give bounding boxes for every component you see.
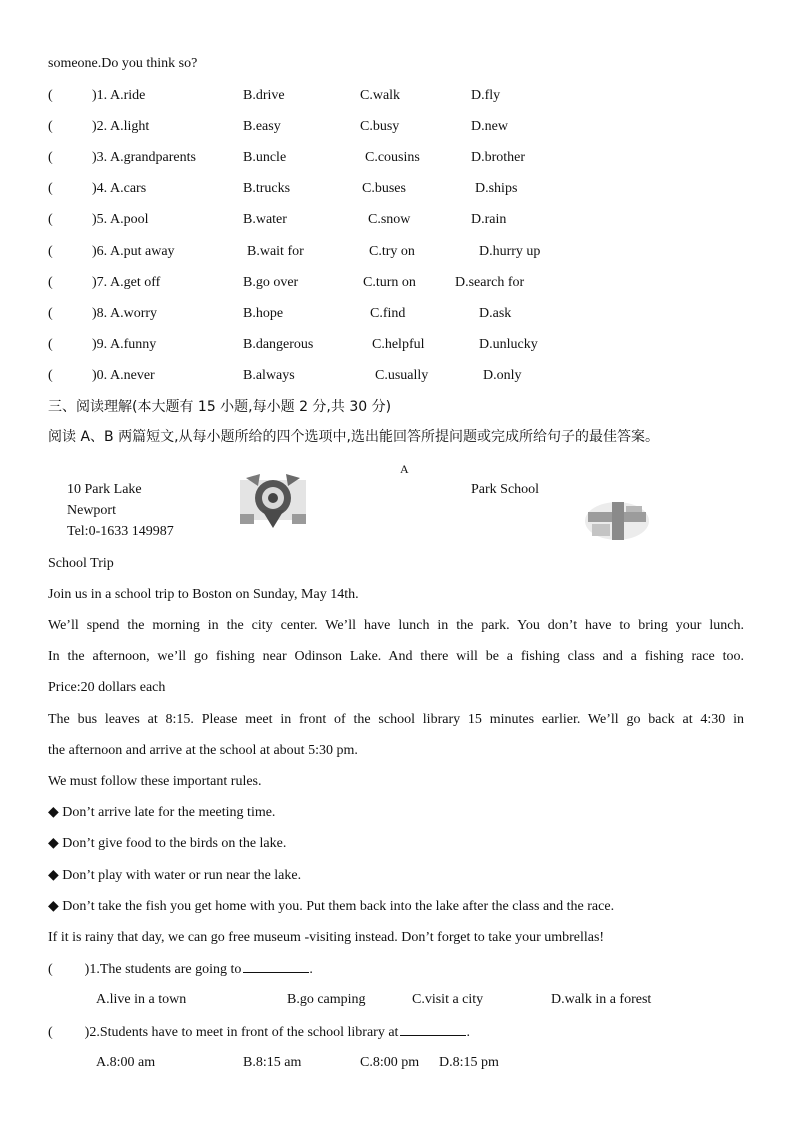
cloze-item-number: )0. [92,368,108,383]
cloze-item-number: )2. [92,119,108,134]
passage-label: A [400,462,409,476]
rules-intro: We must follow these important rules. [48,774,262,789]
cloze-option-a: A.ride [110,88,146,103]
cloze-option-b: B.uncle [243,150,287,165]
cloze-option-c: C.turn on [363,275,416,290]
trip-title: School Trip [48,556,114,571]
cloze-item-number: )8. [92,306,108,321]
cloze-item-number: )5. [92,212,108,227]
cloze-option-c: C.helpful [372,337,425,352]
cloze-option-d: D.fly [471,88,501,103]
answer-blank[interactable] [243,960,309,973]
cloze-paren: ( [48,212,53,227]
cloze-option-b: B.trucks [243,181,291,196]
question-1-option-d: D.walk in a forest [551,992,652,1007]
cloze-paren: ( [48,306,53,321]
cloze-option-d: D.new [471,119,508,134]
rule-item: ◆ Don’t give food to the birds on the lake. [48,836,287,851]
question-1-option-b: B.go camping [287,992,366,1007]
cross-emblem-icon [584,500,650,542]
price-line: Price:20 dollars each [48,680,166,695]
section-heading: 三、阅读理解(本大题有 15 小题,每小题 2 分,共 30 分) [48,399,392,415]
question-2-option-a: A.8:00 am [96,1055,156,1070]
continued-text: someone.Do you think so? [48,56,198,71]
question-2 [48,1023,470,1042]
cloze-option-c: C.usually [375,368,429,383]
question-1-option-a: A.live in a town [96,992,187,1007]
cloze-paren: ( [48,244,53,259]
passage-paragraph-1: Join us in a school trip to Boston on Sunday, May 14th. [48,587,359,602]
passage-paragraph-2-line-2: In the afternoon, we’ll go fishing near Odinson Lake. And there will be a fishing class and a fishing race too. [48,649,744,664]
cloze-paren: ( [48,150,53,165]
question-1-option-c: C.visit a city [412,992,484,1007]
cloze-option-b: B.always [243,368,295,383]
cloze-option-c: C.cousins [365,150,420,165]
cloze-option-b: B.easy [243,119,281,134]
cloze-option-c: C.snow [368,212,411,227]
cloze-option-a: A.pool [110,212,149,227]
cloze-item-number: )9. [92,337,108,352]
cloze-option-a: A.light [110,119,150,134]
cloze-item-number: )7. [92,275,108,290]
cloze-option-b: B.hope [243,306,284,321]
cloze-paren: ( [48,275,53,290]
cloze-option-d: D.search for [455,275,525,290]
cloze-option-a: A.get off [110,275,161,290]
cloze-option-d: D.ask [479,306,512,321]
question-2-option-b: B.8:15 am [243,1055,302,1070]
map-pin-logo-icon [238,472,308,530]
cloze-item-number: )1. [92,88,108,103]
section-instruction: 阅读 A、B 两篇短文,从每小题所给的四个选项中,选出能回答所提问题或完成所给句子的最佳答案。 [48,429,659,445]
question-2-option-c: C.8:00 pm [360,1055,420,1070]
rule-item: ◆ Don’t play with water or run near the lake. [48,868,302,883]
cloze-option-d: D.unlucky [479,337,538,352]
question-paren: ( [48,1025,53,1040]
cloze-option-d: D.ships [475,181,518,196]
question-2-period: . [466,1025,470,1040]
cloze-item-number: )6. [92,244,108,259]
cloze-option-b: B.water [243,212,287,227]
cloze-option-b: B.dangerous [243,337,314,352]
answer-blank[interactable] [400,1023,466,1036]
cloze-option-d: D.brother [471,150,526,165]
rule-item: ◆ Don’t arrive late for the meeting time. [48,805,276,820]
cloze-option-b: B.drive [243,88,285,103]
cloze-paren: ( [48,181,53,196]
school-name: Park School [471,482,540,497]
cloze-option-a: A.cars [110,181,147,196]
cloze-option-b: B.wait for [247,244,304,259]
cloze-item-number: )3. [92,150,108,165]
passage-paragraph-3-line-1: The bus leaves at 8:15. Please meet in front of the school library 15 minutes earlier. We’ll go back at 4:30 in [48,712,744,727]
cloze-option-b: B.go over [243,275,299,290]
cloze-option-a: A.funny [110,337,157,352]
cloze-option-d: D.hurry up [479,244,541,259]
question-2-stem: )2.Students have to meet in front of the school library at [84,1025,399,1040]
question-1-stem: )1.The students are going to [84,962,242,977]
cloze-option-c: C.find [370,306,406,321]
cloze-option-a: A.grandparents [110,150,196,165]
cloze-option-a: A.put away [110,244,175,259]
passage-paragraph-3-line-2: the afternoon and arrive at the school at about 5:30 pm. [48,743,358,758]
cloze-option-d: D.only [483,368,522,383]
cloze-option-a: A.worry [110,306,158,321]
passage-paragraph-2-line-1: We’ll spend the morning in the city center. We’ll have lunch in the park. You don’t have to bring your lunch. [48,618,744,633]
cloze-option-c: C.walk [360,88,401,103]
cloze-item-number: )4. [92,181,108,196]
cloze-option-d: D.rain [471,212,507,227]
cloze-option-a: A.never [110,368,155,383]
cloze-paren: ( [48,368,53,383]
cloze-paren: ( [48,119,53,134]
cloze-option-c: C.buses [362,181,406,196]
question-1-period: . [309,962,313,977]
address-line-1: 10 Park Lake [67,482,142,497]
rain-note: If it is rainy that day, we can go free museum -visiting instead. Don’t forget to take your umbrellas! [48,930,605,945]
cloze-option-c: C.try on [369,244,415,259]
question-2-option-d: D.8:15 pm [439,1055,499,1070]
cloze-paren: ( [48,88,53,103]
question-paren: ( [48,962,53,977]
question-1 [48,960,313,979]
address-line-2: Newport [67,503,116,518]
cloze-paren: ( [48,337,53,352]
rule-item: ◆ Don’t take the fish you get home with you. Put them back into the lake after the class and the race. [48,899,615,914]
address-line-3: Tel:0-1633 149987 [67,524,174,539]
cloze-option-c: C.busy [360,119,400,134]
